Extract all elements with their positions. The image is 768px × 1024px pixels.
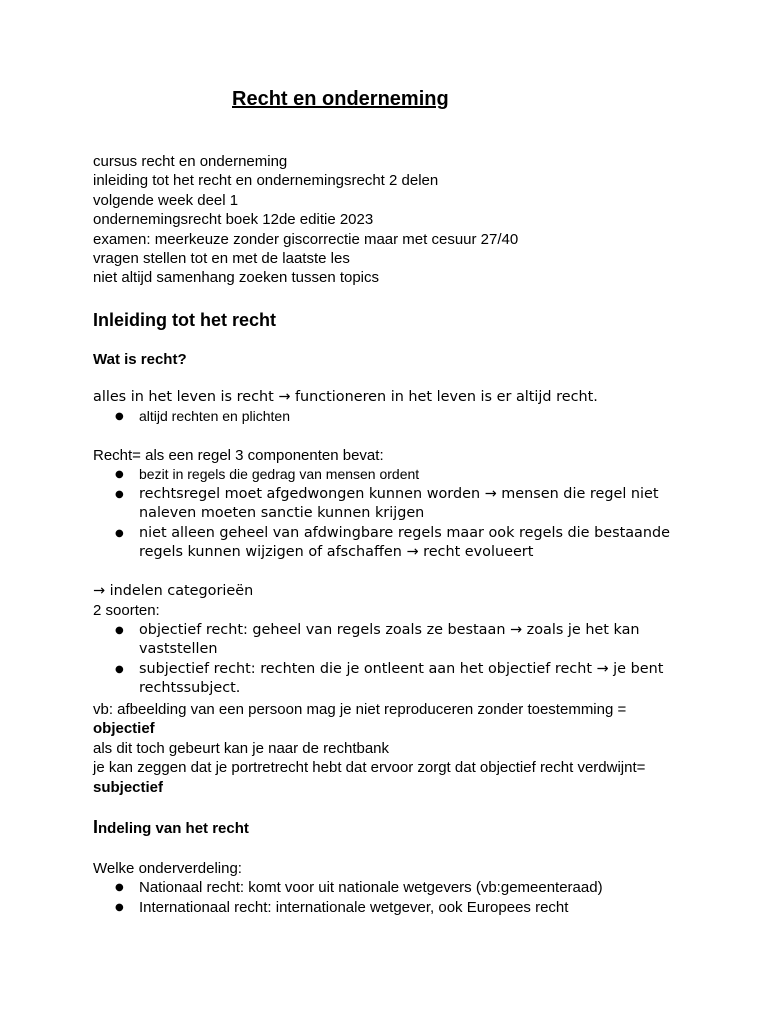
list-item: ● niet alleen geheel van afdwingbare regels maar ook regels die bestaande regels kunnen wijzigen of afschaffen → recht evolueert	[93, 524, 699, 563]
example-bold-text: objectief	[93, 720, 155, 738]
example-block	[93, 700, 733, 797]
statement-bullet-list	[93, 407, 713, 426]
types-intro: 2 soorten:	[93, 602, 160, 620]
heading-first-letter: I	[93, 817, 99, 837]
definition-block	[93, 446, 713, 562]
intro-line: cursus recht en onderneming	[93, 153, 288, 170]
section2-intro: Welke onderverdeling:	[93, 860, 242, 877]
section2-list	[93, 878, 713, 917]
section2-heading	[93, 818, 713, 838]
list-item: ● subjectief recht: rechten die je ontleent aan het objectief recht → je bent rechtssubject.	[93, 660, 699, 699]
statement-block	[93, 388, 713, 427]
example-text: als dit toch gebeurt kan je naar de rechtbank	[93, 739, 390, 757]
intro-line: volgende week deel 1	[93, 191, 239, 209]
statement-text: alles in het leven is recht → functioneren in het leven is er altijd recht.	[93, 389, 598, 405]
list-item: ● Internationaal recht: internationale wetgever, ook Europees recht	[93, 898, 713, 917]
subsection-heading: Wat is recht?	[93, 351, 187, 368]
list-item: ● objectief recht: geheel van regels zoals ze bestaan → zoals je het kan vaststellen	[93, 621, 699, 660]
intro-line: ondernemingsrecht boek 12de editie 2023	[93, 211, 374, 229]
example-text: vb: afbeelding van een persoon mag je niet reproduceren zonder toestemming =	[93, 701, 627, 718]
document-title: Recht en onderneming	[232, 88, 449, 110]
section-heading: Inleiding tot het recht	[93, 310, 276, 330]
section2-block	[93, 859, 713, 917]
types-list	[93, 621, 713, 699]
intro-line: examen: meerkeuze zonder giscorrectie maar met cesuur 27/40	[93, 230, 519, 248]
example-bold-text: subjectief	[93, 778, 164, 796]
intro-line: vragen stellen tot en met de laatste les	[93, 250, 350, 268]
components-list	[93, 465, 713, 562]
intro-block	[93, 152, 713, 288]
list-item: ● bezit in regels die gedrag van mensen ordent	[93, 465, 713, 484]
list-item: ● Nationaal recht: komt voor uit nationale wetgevers (vb:gemeenteraad)	[93, 878, 713, 897]
list-item: ● rechtsregel moet afgedwongen kunnen worden → mensen die regel niet naleven moeten sanctie kunnen krijgen	[93, 485, 699, 524]
categories-line: → indelen categorieën	[93, 583, 254, 599]
intro-line: niet altijd samenhang zoeken tussen topics	[93, 269, 380, 287]
definition-text: Recht= als een regel 3 componenten bevat:	[93, 447, 384, 464]
heading-rest: ndeling van het recht	[98, 820, 249, 837]
categories-block	[93, 582, 713, 698]
example-text: je kan zeggen dat je portretrecht hebt dat ervoor zorgt dat objectief recht verdwijnt=	[93, 759, 646, 777]
intro-line: inleiding tot het recht en ondernemingsrecht 2 delen	[93, 172, 439, 190]
list-item: ● altijd rechten en plichten	[93, 407, 713, 426]
